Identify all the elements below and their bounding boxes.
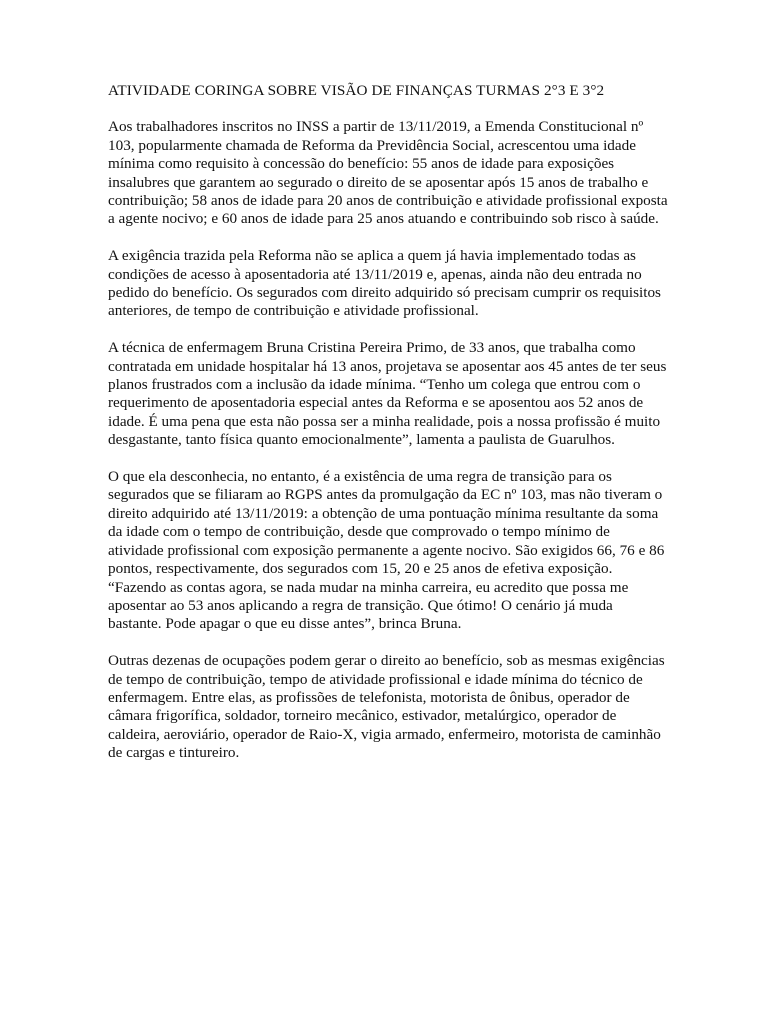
paragraph-acquired-rights: A exigência trazida pela Reforma não se aplica a quem já havia implementado todas as condições de acesso à aposentadoria até 13/11/2019 e, apenas, ainda não deu entrada no pedido do benefício. Os segurados com direito adquirido só precisam cumprir os requisitos anteriores, de tempo de contribuição e atividade profissional. [108,247,661,320]
paragraph-nurse-testimony: A técnica de enfermagem Bruna Cristina Pereira Primo, de 33 anos, que trabalha como contratada em unidade hospitalar há 13 anos, projetava se aposentar aos 45 antes de ter seus planos frustrados com a inclusão da idade mínima. “Tenho um colega que entrou com o requerimento de aposentadoria especial antes da Reforma e se aposentou aos 52 anos de idade. É uma pena que esta não possa ser a minha realidade, pois a nossa profissão é muito desgastante, tanto física quanto emocionalmente”, lamenta a paulista de Guarulhos. [108,339,667,449]
paragraph-other-occupations: Outras dezenas de ocupações podem gerar o direito ao benefício, sob as mesmas exigências de tempo de contribuição, tempo de atividade profissional e idade mínima do técnico de enfermagem. Entre elas, as profissões de telefonista, motorista de ônibus, operador de câmara frigorífica, soldador, torneiro mecânico, estivador, metalúrgico, operador de caldeira, aeroviário, operador de Raio-X, vigia armado, enfermeiro, motorista de caminhão de cargas e tintureiro. [108,652,665,762]
paragraph-reform-rules: Aos trabalhadores inscritos no INSS a partir de 13/11/2019, a Emenda Constitucional nº 103, popularmente chamada de Reforma da Previdência Social, acrescentou uma idade mínima como requisito à concessão do benefício: 55 anos de idade para exposições insalubres que garantem ao segurado o direito de se aposentar após 15 anos de trabalho e contribuição; 58 anos de idade para 20 anos de contribuição e atividade profissional exposta a agente nocivo; e 60 anos de idade para 25 anos atuando e contribuindo sob risco à saúde. [108,118,668,228]
document-body [108,82,668,781]
paragraph-transition-rule: O que ela desconhecia, no entanto, é a existência de uma regra de transição para os segurados que se filiaram ao RGPS antes da promulgação da EC nº 103, mas não tiveram o direito adquirido até 13/11/2019: a obtenção de uma pontuação mínima resultante da soma da idade com o tempo de contribuição, desde que comprovado o tempo mínimo de atividade profissional com exposição permanente a agente nocivo. São exigidos 66, 76 e 86 pontos, respectivamente, dos segurados com 15, 20 e 25 anos de efetiva exposição. “Fazendo as contas agora, se nada mudar na minha carreira, eu acredito que possa me aposentar ao 53 anos aplicando a regra de transição. Que ótimo! O cenário já muda bastante. Pode apagar o que eu disse antes”, brinca Bruna. [108,468,665,633]
document-title: ATIVIDADE CORINGA SOBRE VISÃO DE FINANÇAS TURMAS 2°3 E 3°2 [108,82,605,99]
